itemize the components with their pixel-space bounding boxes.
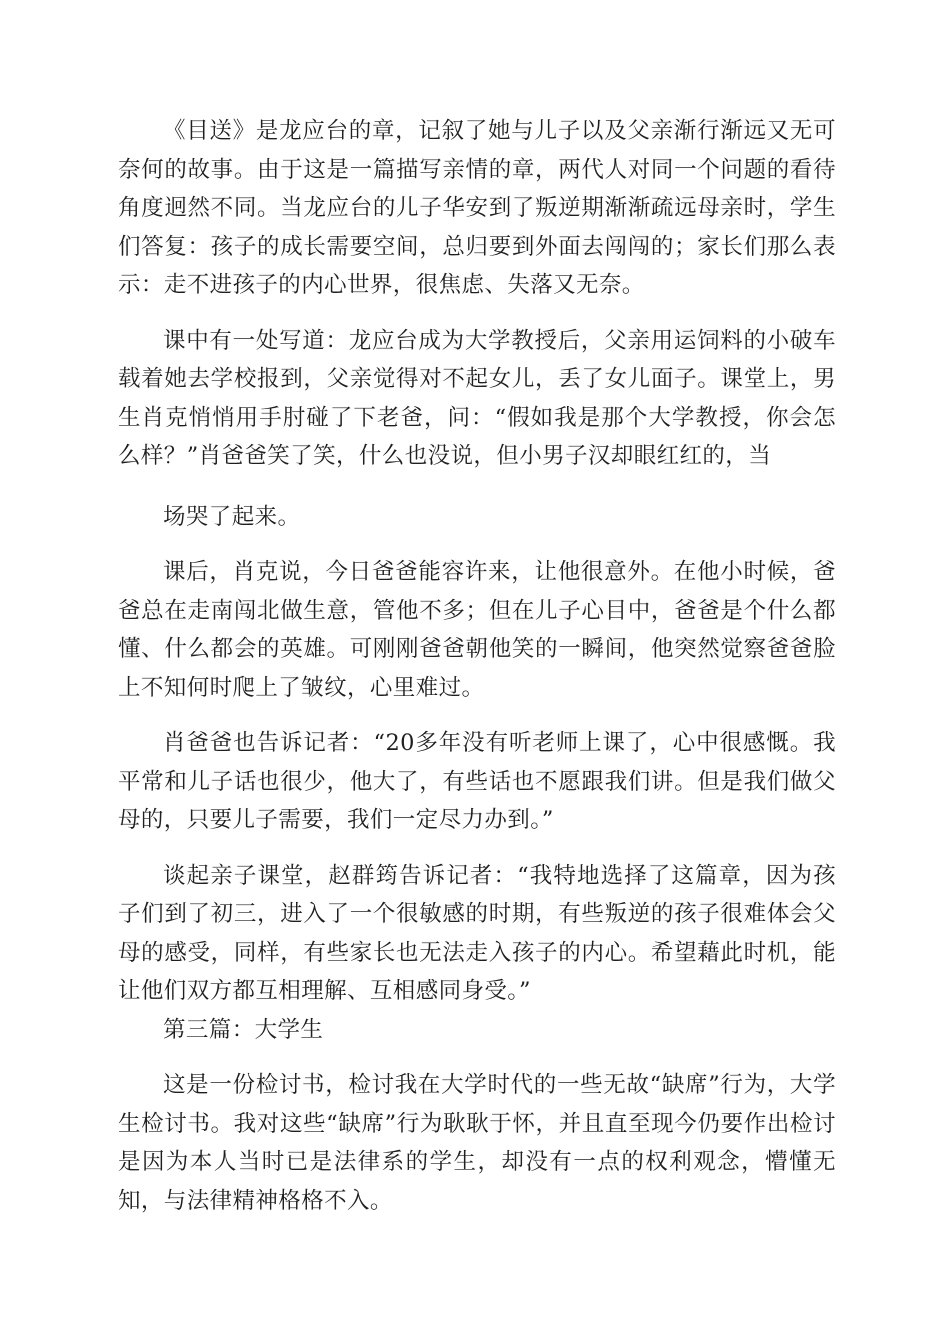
paragraph-muxong: 《目送》是龙应台的章，记叙了她与儿子以及父亲渐行渐远又无可奈何的故事。由于这是一篇描写亲情的章，两代人对同一个问题的看待角度迥然不同。当龙应台的儿子华安到了叛逆期渐渐疏远母亲时，学生们答复：孩子的成长需要空间，总归要到外面去闯闯的；家长们那么表示：走不进孩子的内心世界，很焦虑、失落又无奈。: [118, 118, 836, 298]
paragraph-self-criticism: 这是一份检讨书，检讨我在大学时代的一些无故“缺席”行为，大学生检讨书。我对这些“缺席”行为耿耿于怀，并且直至现今仍要作出检讨是因为本人当时已是法律系的学生，却没有一点的权利观念，懵懂无知，与法律精神格格不入。: [118, 1072, 836, 1214]
paragraph-after-class: 课后，肖克说，今日爸爸能容许来，让他很意外。在他小时候，爸爸总在走南闯北做生意，管他不多；但在儿子心目中，爸爸是个什么都懂、什么都会的英雄。可刚刚爸爸朝他笑的一瞬间，他突然觉察爸爸脸上不知何时爬上了皱纹，心里难过。: [118, 559, 836, 701]
paragraph-father-quote: 肖爸爸也告诉记者：“20多年没有听老师上课了，心中很感慨。我平常和儿子话也很少，他大了，有些话也不愿跟我们讲。但是我们做父母的，只要儿子需要，我们一定尽力办到。”: [118, 730, 836, 833]
paragraph-teacher-quote: 谈起亲子课堂，赵群筠告诉记者：“我特地选择了这篇章，因为孩子们到了初三，进入了一个很敏感的时期，有些叛逆的孩子很难体会父母的感受，同样，有些家长也无法走入孩子的内心。希望藉此时机，能让他们双方都互相理解、互相感同身受。”: [118, 862, 836, 1004]
section-heading: 第三篇：大学生: [163, 1016, 324, 1043]
document-body: [118, 112, 836, 1220]
paragraph-classroom: 课中有一处写道：龙应台成为大学教授后，父亲用运饲料的小破车载着她去学校报到，父亲觉得对不起女儿，丢了女儿面子。课堂上，男生肖克悄悄用手肘碰了下老爸，问：“假如我是那个大学教授，你会怎么样？”肖爸爸笑了笑，什么也没说，但小男子汉却眼红红的，当: [118, 327, 836, 469]
paragraph-cried: 场哭了起来。: [163, 503, 301, 530]
